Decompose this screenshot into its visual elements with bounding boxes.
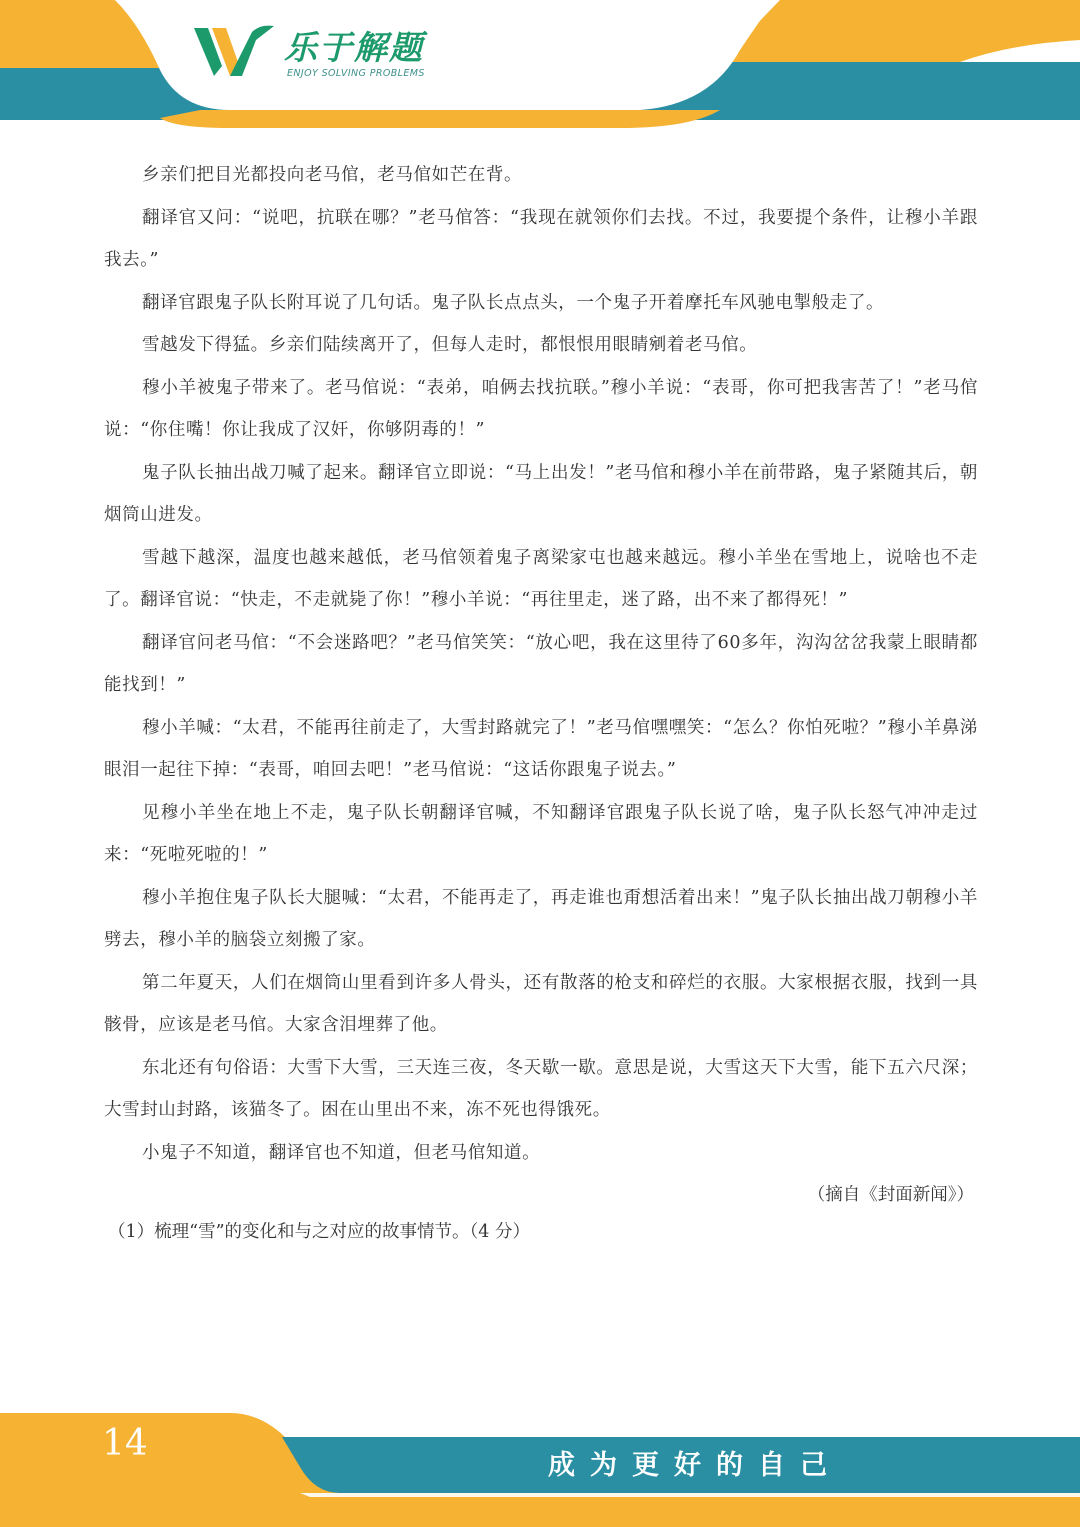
paragraph: 第二年夏天，人们在烟筒山里看到许多人骨头，还有散落的枪支和碎烂的衣服。大家根据衣服，找到一具骸骨，应该是老马倌。大家含泪埋葬了他。 [104, 972, 978, 1035]
footer-slogan: 成为更好的自己 [548, 1450, 842, 1481]
paragraph: 东北还有句俗语：大雪下大雪，三天连三夜，冬天歇一歇。意思是说，大雪这天下大雪，能下五六尺深；大雪封山封路，该猫冬了。困在山里出不来，冻不死也得饿死。 [104, 1057, 978, 1120]
paragraph: 见穆小羊坐在地上不走，鬼子队长朝翻译官喊，不知翻译官跟鬼子队长说了啥，鬼子队长怒气冲冲走过来：“死啦死啦的！” [104, 802, 978, 865]
page-number: 14 [102, 1423, 148, 1464]
paragraph: 翻译官问老马倌：“不会迷路吧？”老马倌笑笑：“放心吧，我在这里待了60多年，沟沟岔岔我蒙上眼睛都能找到！” [104, 632, 978, 695]
page-footer [0, 1405, 1080, 1527]
paragraph: 雪越发下得猛。乡亲们陆续离开了，但每人走时，都恨恨用眼睛剜着老马倌。 [142, 335, 758, 355]
paragraph: 小鬼子不知道，翻译官也不知道，但老马倌知道。 [142, 1142, 541, 1163]
brand-logo [192, 22, 442, 84]
article-source: （摘自《封面新闻》） [807, 1185, 974, 1205]
brand-slogan: ENJOY SOLVING PROBLEMS [287, 68, 425, 79]
footer-banner [0, 1405, 1080, 1527]
paragraph: 乡亲们把目光都投向老马倌，老马倌如芒在背。 [142, 165, 523, 185]
paragraph: 穆小羊喊：“太君，不能再往前走了，大雪封路就完了！”老马倌嘿嘿笑：“怎么？你怕死啦？”穆小羊鼻涕眼泪一起往下掉：“表哥，咱回去吧！”老马倌说：“这话你跟鬼子说去。” [104, 717, 978, 780]
header-banner [0, 0, 1080, 130]
paragraph: 翻译官又问：“说吧，抗联在哪？”老马倌答：“我现在就领你们去找。不过，我要提个条件，让穆小羊跟我去。” [104, 207, 978, 270]
question-1: （1）梳理“雪”的变化和与之对应的故事情节。（4 分） [108, 1221, 530, 1242]
paragraph: 翻译官跟鬼子队长附耳说了几句话。鬼子队长点点头，一个鬼子开着摩托车风驰电掣般走了。 [142, 292, 885, 313]
article-body [104, 154, 978, 1247]
paragraph: 雪越下越深，温度也越来越低，老马倌领着鬼子离梁家屯也越来越远。穆小羊坐在雪地上，说啥也不走了。翻译官说：“快走，不走就毙了你！”穆小羊说：“再往里走，迷了路，出不来了都得死！” [104, 547, 978, 610]
brand-name: 乐于解题 [284, 28, 424, 67]
paragraph: 鬼子队长抽出战刀喊了起来。翻译官立即说：“马上出发！”老马倌和穆小羊在前带路，鬼子紧随其后，朝烟筒山进发。 [104, 462, 978, 525]
paragraph: 穆小羊被鬼子带来了。老马倌说：“表弟，咱俩去找抗联。”穆小羊说：“表哥，你可把我害苦了！”老马倌说：“你住嘴！你让我成了汉奸，你够阴毒的！” [104, 377, 978, 440]
paragraph: 穆小羊抱住鬼子队长大腿喊：“太君，不能再走了，再走谁也甭想活着出来！”鬼子队长抽出战刀朝穆小羊劈去，穆小羊的脑袋立刻搬了家。 [104, 887, 978, 950]
brand-logo-icon [192, 22, 276, 78]
page-header [0, 0, 1080, 130]
